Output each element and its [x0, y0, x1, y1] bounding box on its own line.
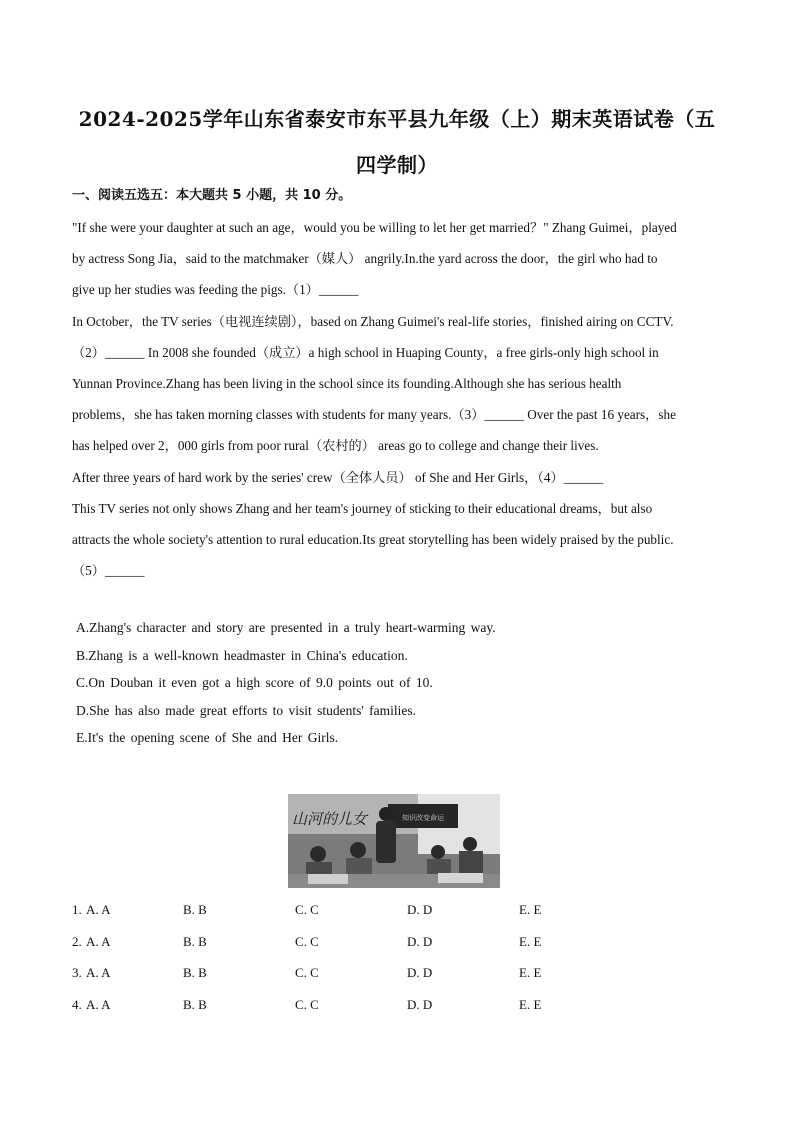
page-title [70, 96, 724, 188]
reading-passage [72, 212, 722, 586]
passage-line: by actress Song Jia，said to the matchmaker（媒人） angrily.In.the yard across the door，the girl who had to [72, 251, 658, 267]
question-row [72, 989, 592, 1021]
passage-line: （5）______ [72, 563, 145, 579]
passage-line: give up her studies was feeding the pigs.（1）______ [72, 282, 359, 298]
choice-d[interactable]: D. D [407, 965, 433, 980]
question-number: 3. [72, 965, 82, 980]
question-row [72, 894, 592, 926]
option-c: C.On Douban it even got a high score of 9.0 points out of 10. [76, 675, 433, 690]
choice-e[interactable]: E. E [519, 933, 542, 949]
option-list [76, 614, 496, 752]
choice-a[interactable]: A. A [86, 933, 111, 949]
passage-line: In October，the TV series（电视连续剧），based on Zhang Guimei's real-life stories，finished airing on CCTV. [72, 313, 674, 329]
passage-line: attracts the whole society's attention to rural education.Its great storytelling has been widely praised by the public. [72, 531, 674, 547]
title-calligraphy: 山河的儿女 [292, 810, 368, 828]
photo-illustration [288, 794, 500, 888]
passage-line: problems，she has taken morning classes with students for many years.（3）______ Over the past 16 years，she [72, 407, 676, 423]
answer-grid [72, 894, 592, 1020]
passage-line: （2）______ In 2008 she founded（成立）a high school in Huaping County，a free girls-only high school in [72, 344, 659, 360]
title-line-1: 2024-2025学年山东省泰安市东平县九年级（上）期末英语试卷（五 [78, 107, 716, 131]
tv-series-still-photo [288, 794, 500, 888]
choice-b[interactable]: B. B [183, 933, 207, 949]
choice-b[interactable]: B. B [183, 965, 207, 980]
question-row [72, 926, 592, 958]
choice-d[interactable]: D. D [407, 933, 433, 949]
question-number: 2. [72, 933, 82, 949]
passage-line: This TV series not only shows Zhang and her team's journey of sticking to their educational dreams，but also [72, 500, 653, 516]
passage-line: has helped over 2，000 girls from poor rural（农村的） areas go to college and change their lives. [72, 438, 599, 454]
choice-d[interactable]: D. D [407, 996, 433, 1012]
question-row [72, 957, 592, 989]
choice-c[interactable]: C. C [295, 996, 319, 1012]
option-b: B.Zhang is a well-known headmaster in China's education. [76, 647, 408, 663]
choice-b[interactable]: B. B [183, 996, 207, 1012]
option-e: E.It's the opening scene of She and Her Girls. [76, 730, 339, 745]
passage-line: Yunnan Province.Zhang has been living in the school since its founding.Although she has serious health [72, 375, 622, 391]
choice-c[interactable]: C. C [295, 902, 319, 917]
choice-a[interactable]: A. A [86, 902, 111, 917]
choice-b[interactable]: B. B [183, 902, 207, 917]
choice-a[interactable]: A. A [86, 996, 111, 1012]
passage-line: After three years of hard work by the series' crew（全体人员） of She and Her Girls，（4）______ [72, 469, 604, 485]
choice-e[interactable]: E. E [519, 902, 542, 917]
blackboard-text: 知识改变命运 [402, 814, 444, 822]
option-d: D.She has also made great efforts to visit students' families. [76, 702, 416, 718]
option-a: A.Zhang's character and story are presented in a truly heart-warming way. [76, 620, 496, 635]
choice-e[interactable]: E. E [519, 965, 542, 980]
choice-e[interactable]: E. E [519, 996, 542, 1012]
section-heading: 一、阅读五选五：本大题共 5 小题，共 10 分。 [72, 188, 352, 203]
title-line-2: 四学制） [356, 153, 438, 177]
choice-c[interactable]: C. C [295, 933, 319, 949]
choice-c[interactable]: C. C [295, 965, 319, 980]
question-number: 4. [72, 996, 82, 1012]
choice-d[interactable]: D. D [407, 902, 433, 917]
passage-line: "If she were your daughter at such an age，would you be willing to let her get married？" Zhang Guimei，played [72, 220, 677, 235]
question-number: 1. [72, 902, 82, 917]
choice-a[interactable]: A. A [86, 965, 111, 980]
